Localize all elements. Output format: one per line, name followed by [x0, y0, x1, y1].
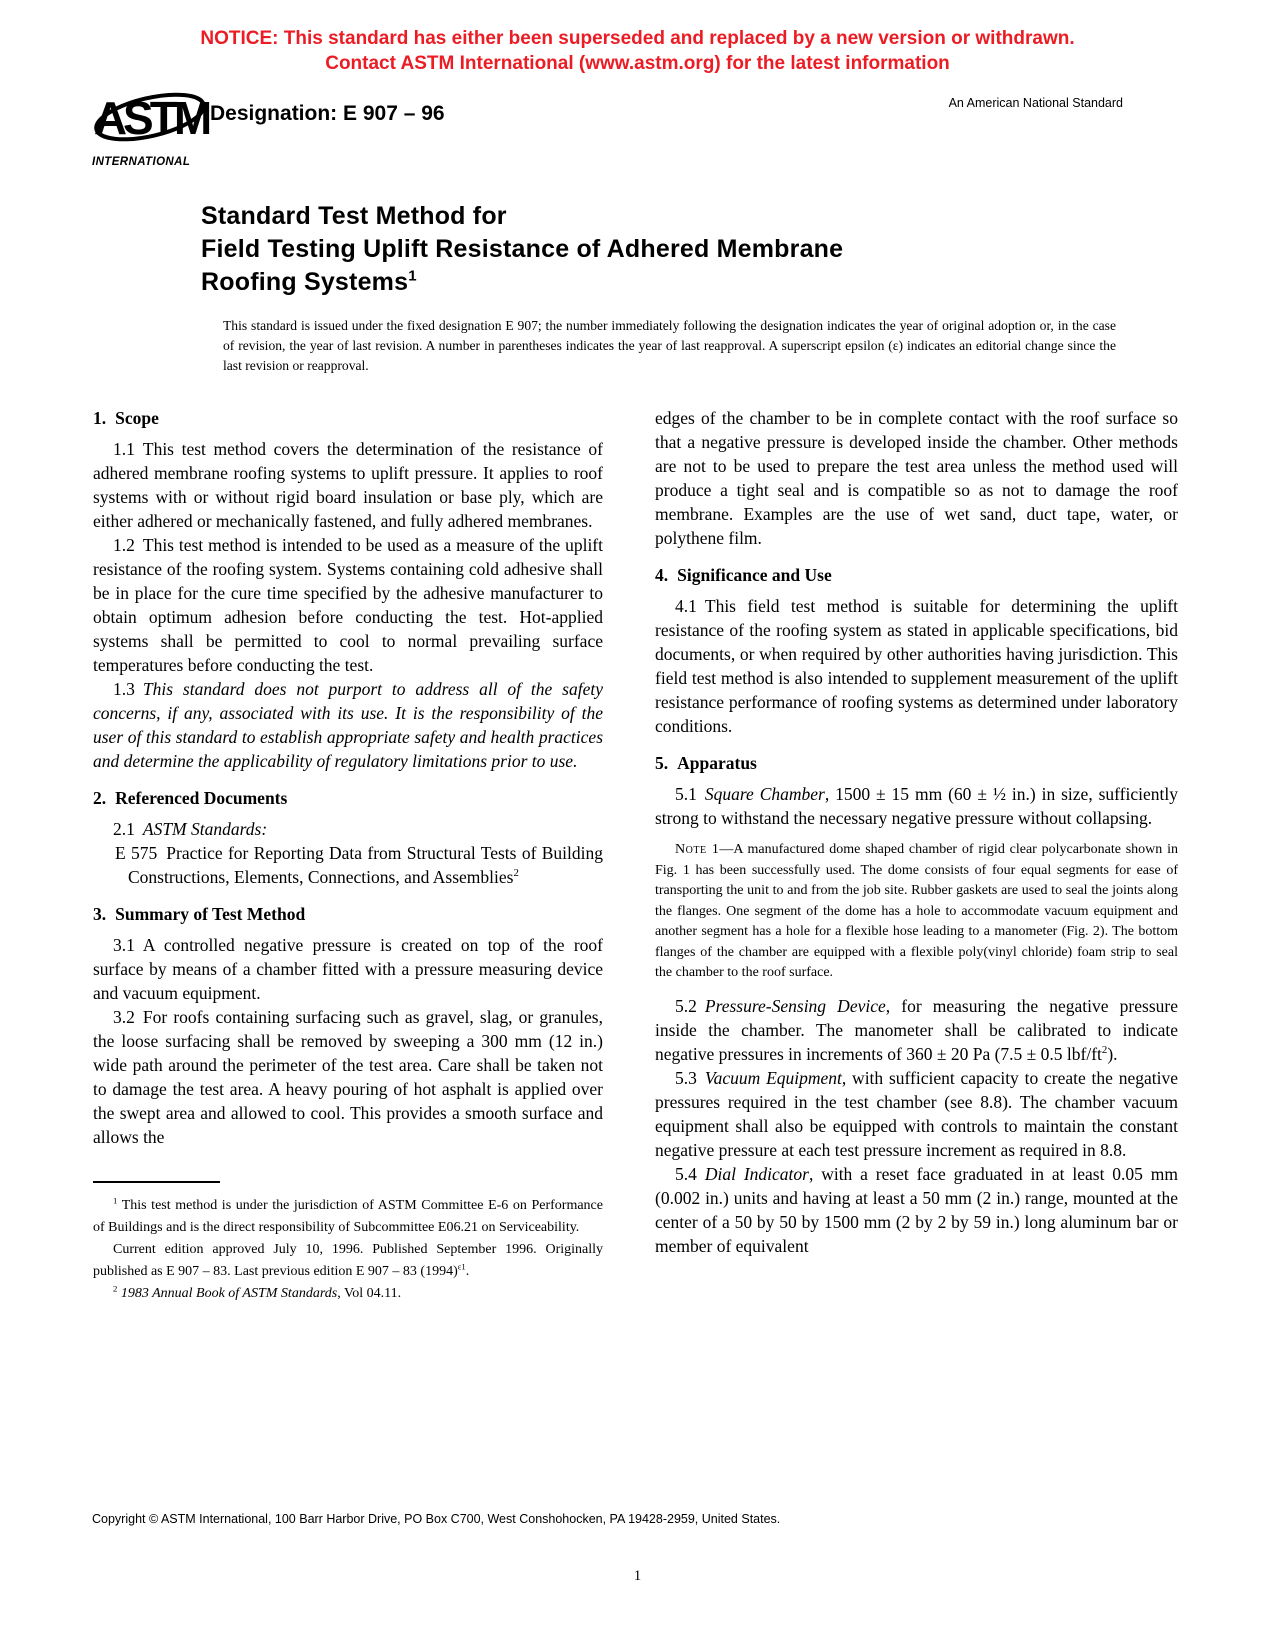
section-1-label: Scope — [115, 408, 159, 428]
footnote-1-continued: Current edition approved July 10, 1996. Published September 1996. Originally published as E 907 – 83. Last previous edition E 907 – 83 $(1994)^{\varepsilon 1}$. — [93, 1242, 603, 1279]
reference-e575-footnote-ref: 2 — [513, 867, 519, 880]
national-standard-label: An American National Standard — [948, 96, 1123, 110]
paragraph-4-1: 4.1 This field test method is suitable for determining the uplift resistance of the roofing system as stated in applicable specifications, bid documents, or when required by other authorities having jurisdiction. This field test method is also intended to supplement measurement of the uplift resistance performance of roofing systems as determined under laboratory conditions. — [655, 596, 1178, 736]
section-2-label: Referenced Documents — [115, 788, 288, 808]
footnote-divider — [93, 1181, 220, 1183]
section-2-number: 2. — [93, 788, 107, 808]
title-footnote-ref: 1 — [408, 267, 417, 285]
section-heading-significance — [655, 563, 1178, 587]
paragraph-2-1: 2.1 ASTM Standards: — [113, 819, 268, 839]
section-heading-referenced-documents — [93, 786, 603, 810]
section-5-number: 5. — [655, 753, 669, 773]
preamble-text: This standard is issued under the fixed designation E 907; the number immediately following the designation indicates the year of original adoption or, in the case of revision, the year of last revision. A number in parentheses indicates the year of last reapproval. A superscript epsilon (ε) indicates an editorial change since the last revision or reapproval. — [223, 318, 1116, 373]
page-number: 1 — [633, 1568, 642, 1584]
footnote-block — [93, 1181, 603, 1305]
note-1: Note 1—A manufactured dome shaped chamber of rigid clear polycarbonate shown in Fig. 1 has been successfully used. The dome consists of four equal segments for ease of transporting the unit to and from the job site. Rubber gaskets are used to seal the joints along the flanges. One segment of the dome has a hole to accommodate vacuum equipment and another segment has a hole for a flexible hose leading to a manometer (Fig. 2). The bottom flanges of the chamber are equipped with a flexible poly(vinyl chloride) foam strip to seal the chamber to the roof surface. — [655, 842, 1178, 980]
title-line-1: Standard Test Method for — [201, 202, 507, 230]
section-3-number: 3. — [93, 904, 107, 924]
document-title — [201, 200, 843, 299]
section-4-number: 4. — [655, 565, 669, 585]
paragraph-3-1: 3.1 A controlled negative pressure is created on top of the roof surface by means of a chamber fitted with a pressure measuring device and vacuum equipment. — [93, 935, 603, 1003]
section-3-label: Summary of Test Method — [115, 904, 306, 924]
footnote-1: $^1$ This test method is under the jurisdiction of ASTM Committee E-6 on Performance of Buildings and is the direct responsibility of Subcommittee E06.21 on Serviceability. — [93, 1195, 603, 1235]
superseded-notice — [0, 26, 1275, 76]
left-column — [93, 406, 603, 1305]
paragraph-5-4: 5.4 Dial Indicator, with a reset face graduated in at least 0.05 mm (0.002 in.) units and having at least a 50 mm (2 in.) range, mounted at the center of a 50 by 50 by 1500 mm (2 by 2 by 59 in.) long aluminum bar or member of equivalent — [655, 1163, 1178, 1256]
designation-title: Designation: E 907 – 96 — [210, 102, 445, 125]
paragraph-5-3: 5.3 Vacuum Equipment, with sufficient capacity to create the negative pressures required in the test chamber (see 8.8). The chamber vacuum equipment shall also be equipped with controls to maintain the constant negative pressure at each test pressure increment as required in 8.8. — [655, 1067, 1178, 1160]
section-heading-scope — [93, 406, 603, 430]
title-line-3-text: Roofing Systems — [201, 268, 409, 296]
section-heading-apparatus — [655, 751, 1178, 775]
astm-logo-subtext: INTERNATIONAL — [92, 156, 191, 168]
title-line-2: Field Testing Uplift Resistance of Adhered Membrane — [201, 235, 844, 263]
note-1-label: Note 1 — [675, 842, 720, 857]
notice-line-2: Contact ASTM International (www.astm.org) for the latest information — [325, 53, 950, 74]
paragraph-3-2: 3.2 For roofs containing surfacing such as gravel, slag, or granules, the loose surfacing shall be removed by sweeping a 300 mm (12 in.) wide path around the perimeter of the test area. Care shall be taken not to damage the test area. A heavy pouring of hot asphalt is applied over the swept area and allowed to cool. This provides a smooth surface and allows the — [93, 1007, 603, 1147]
astm-logo — [92, 80, 210, 168]
notice-line-1: NOTICE: This standard has either been superseded and replaced by a new version or withdrawn. — [200, 28, 1075, 49]
section-heading-summary — [93, 902, 603, 926]
section-5-label: Apparatus — [677, 753, 757, 773]
section-4-label: Significance and Use — [677, 565, 832, 585]
astm-logo-mark — [92, 80, 210, 156]
astm-logo-text: ASTM — [93, 92, 209, 144]
copyright-text: Copyright © ASTM International, 100 Barr Harbor Drive, PO Box C700, West Conshohocken, PA 19428-2959, United States. — [92, 1512, 781, 1526]
paragraph-1-3: 1.3 This standard does not purport to address all of the safety concerns, if any, associated with its use. It is the responsibility of the user of this standard to establish appropriate safety and health practices and determine the applicability of regulatory limitations prior to use. — [93, 679, 603, 771]
paragraph-1-2: 1.2 This test method is intended to be used as a measure of the uplift resistance of the roofing system. Systems containing cold adhesive shall be in place for the cure time specified by the adhesive manufacturer to obtain optimum adhesion before conducting the test. Hot-applied systems shall be permitted to cool to normal prevailing surface temperatures before conducting the test. — [93, 535, 603, 675]
reference-e575: E 575 Practice for Reporting Data from Structural Tests of Building Constructions, Elements, Connections, and Assemblies$^2$ — [115, 843, 603, 887]
right-column — [655, 406, 1178, 1305]
two-column-body — [93, 406, 1178, 1305]
paragraph-5-2: 5.2 Pressure-Sensing Device, for measuring the negative pressure inside the chamber. The manometer shall be calibrated to indicate negative pressures in increments of 360 ± 20 Pa (7.5 ± 0.5 lbf/$ft^2$). — [655, 995, 1178, 1064]
paragraph-5-1: 5.1 Square Chamber, 1500 ± 15 mm (60 ± ½ in.) in size, sufficiently strong to withstand the necessary negative pressure without collapsing. — [655, 784, 1178, 828]
footnote-2: $^2$ 1983 Annual Book of ASTM Standards, Vol 04.11. — [113, 1283, 402, 1301]
section-1-number: 1. — [93, 408, 107, 428]
paragraph-1-1: 1.1 This test method covers the determination of the resistance of adhered membrane roofing systems to uplift pressure. It applies to roof systems with or without rigid board insulation or base ply, which are either adhered or mechanically fastened, and fully adhered membranes. — [93, 439, 603, 531]
paragraph-3-2-continuation: edges of the chamber to be in complete contact with the roof surface so that a negative pressure is developed inside the chamber. Other methods are not to be used to prepare the test area unless the method used will produce a tight seal and is compatible so as not to damage the roof membrane. Examples are the use of wet sand, duct tape, water, or polythene film. — [655, 408, 1178, 548]
title-line-3 — [201, 266, 843, 299]
